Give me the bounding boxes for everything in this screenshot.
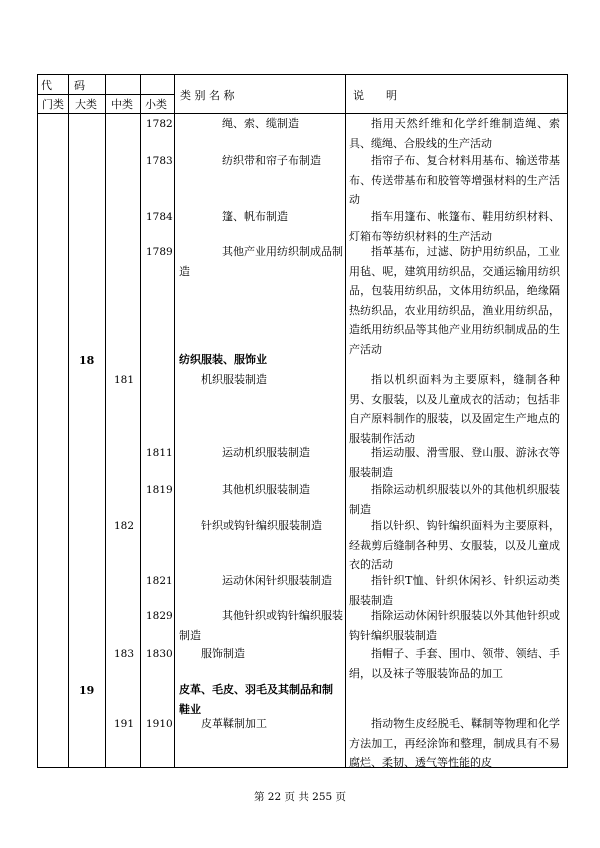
row-1829-xiao: 1829 xyxy=(146,610,173,622)
row-1783-name: 纺织带和帘子布制造 xyxy=(222,154,321,167)
header-name: 类 别 名 称 xyxy=(180,89,235,102)
row-1789-name: 其他产业用纺织制成品制造 xyxy=(179,245,343,278)
row-182-desc: 指以针织、钩针编织面料为主要原料，经裁剪后缝制各种男、女服装，以及儿童成衣的活动 xyxy=(349,519,560,571)
row-1830-desc: 指帽子、手套、围巾、领带、领结、手绢，以及袜子等服装饰品的加工 xyxy=(349,647,560,680)
col-divider-name xyxy=(345,74,346,768)
row-1819-name: 其他机织服装制造 xyxy=(222,483,310,496)
row-1821-desc: 指针织T恤、针织休闲衫、针织运动类服装制造 xyxy=(349,574,560,607)
row-1910-desc: 指动物生皮经脱毛、鞣制等物理和化学方法加工，再经涂饰和整理，制成具有不易腐烂、柔韧、透气等性能的皮 xyxy=(349,717,560,768)
col-divider-xiao xyxy=(174,74,175,768)
header-code: 代 码 xyxy=(41,79,85,92)
row-191-zhong: 191 xyxy=(114,718,135,730)
row-1821-name: 运动休闲针织服装制造 xyxy=(222,574,332,587)
row-18-da: 18 xyxy=(79,354,95,367)
row-1910-name: 皮革鞣制加工 xyxy=(201,717,267,730)
row-1789-desc: 指革基布，过滤、防护用纺织品，工业用毡、呢，建筑用纺织品，交通运输用纺织品，包装用纺织品，文体用纺织品，绝缘隔热纺织品，农业用纺织品，渔业用纺织品，造纸用纺织品等其他产业用纺织制成品的生产活动 xyxy=(349,245,560,356)
row-1782-name: 绳、索、缆制造 xyxy=(222,117,299,130)
row-1830-xiao: 1830 xyxy=(146,648,173,660)
row-181-zhong: 181 xyxy=(114,374,135,386)
row-1821-xiao: 1821 xyxy=(146,575,173,587)
header-desc: 说 明 xyxy=(353,89,397,102)
row-183-zhong: 183 xyxy=(114,648,135,660)
row-181-desc: 指以机织面料为主要原料，缝制各种男、女服装，以及儿童成衣的活动；包括非自产原料制作的服装，以及固定生产地点的服装制作活动 xyxy=(349,373,560,445)
col-divider-da xyxy=(105,74,106,768)
page-number: 第 22 页 共 255 页 xyxy=(253,791,347,803)
row-1829-desc: 指除运动休闲针织服装以外其他针织或钩针编织服装制造 xyxy=(349,609,560,642)
row-18-name: 纺织服装、服饰业 xyxy=(179,353,267,366)
header-subdivider xyxy=(37,94,174,95)
row-1789-xiao: 1789 xyxy=(146,246,173,258)
row-1811-name: 运动机织服装制造 xyxy=(222,446,310,459)
row-1829-name: 其他针织或钩针编织服装制造 xyxy=(179,609,343,642)
row-1784-name: 篷、帆布制造 xyxy=(222,210,288,223)
row-1783-desc: 指帘子布、复合材料用基布、输送带基布、传送带基布和胶管等增强材料的生产活动 xyxy=(349,154,560,206)
row-1819-xiao: 1819 xyxy=(146,484,173,496)
header-men: 门类 xyxy=(42,98,64,111)
header-xiao: 小类 xyxy=(145,98,167,111)
header-da: 大类 xyxy=(75,98,97,111)
row-1811-desc: 指运动服、滑雪服、登山服、游泳衣等服装制造 xyxy=(349,446,560,479)
row-1784-desc: 指车用篷布、帐篷布、鞋用纺织材料、灯箱布等纺织材料的生产活动 xyxy=(349,210,560,243)
header-zhong: 中类 xyxy=(111,98,133,111)
row-1830-name: 服饰制造 xyxy=(201,647,245,660)
row-1782-desc: 指用天然纤维和化学纤维制造绳、索具、缆绳、合股线的生产活动 xyxy=(349,117,560,150)
row-182-name: 针织或钩针编织服装制造 xyxy=(201,519,322,532)
row-1819-desc: 指除运动机织服装以外的其他机织服装制造 xyxy=(349,483,560,516)
row-182-zhong: 182 xyxy=(114,520,135,532)
row-1782-xiao: 1782 xyxy=(146,118,173,130)
row-1811-xiao: 1811 xyxy=(146,447,173,459)
row-1783-xiao: 1783 xyxy=(146,155,173,167)
row-1784-xiao: 1784 xyxy=(146,211,173,223)
row-181-name: 机织服装制造 xyxy=(201,373,267,386)
row-1910-xiao: 1910 xyxy=(146,718,173,730)
row-19-name: 皮革、毛皮、羽毛及其制品和制鞋业 xyxy=(179,683,333,716)
col-divider-zhong xyxy=(140,74,141,768)
row-19-da: 19 xyxy=(79,684,95,697)
col-divider-men xyxy=(68,74,69,768)
